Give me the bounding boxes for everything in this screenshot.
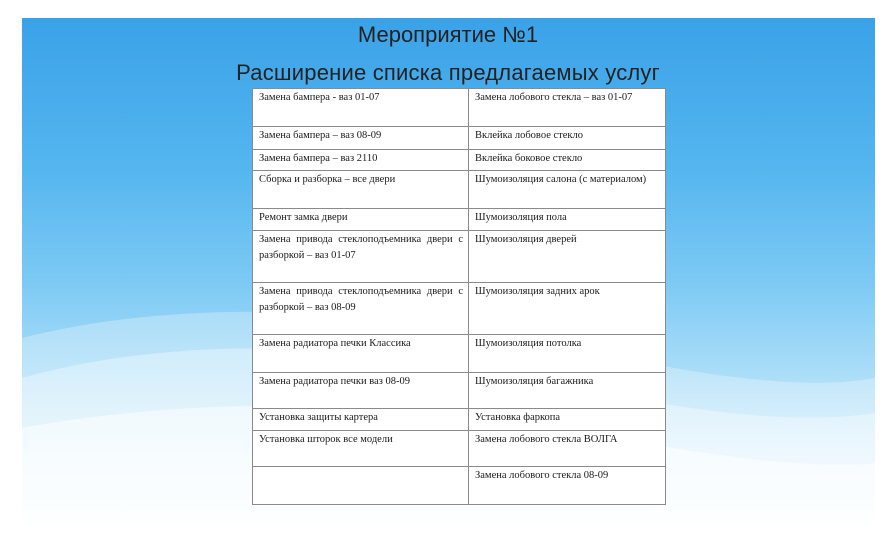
table-row xyxy=(253,127,666,150)
table-row xyxy=(253,171,666,209)
services-table xyxy=(252,88,666,505)
table-cell: Вклейка боковое стекло xyxy=(469,150,666,171)
table-cell: Замена привода стеклоподъемника двери с разборкой – ваз 08-09 xyxy=(253,283,469,335)
table-cell: Шумоизоляция дверей xyxy=(469,231,666,283)
table-cell: Шумоизоляция салона (с материалом) xyxy=(469,171,666,209)
table-cell: Сборка и разборка – все двери xyxy=(253,171,469,209)
table-row xyxy=(253,431,666,467)
services-table-container xyxy=(252,88,665,506)
table-row xyxy=(253,467,666,505)
table-cell: Замена радиатора печки ваз 08-09 xyxy=(253,373,469,409)
table-row xyxy=(253,209,666,231)
table-cell: Замена лобового стекла ВОЛГА xyxy=(469,431,666,467)
table-cell: Замена привода стеклоподъемника двери с разборкой – ваз 01-07 xyxy=(253,231,469,283)
table-row xyxy=(253,89,666,127)
table-row xyxy=(253,335,666,373)
table-cell: Замена радиатора печки Классика xyxy=(253,335,469,373)
table-cell: Вклейка лобовое стекло xyxy=(469,127,666,150)
table-cell: Замена бампера – ваз 2110 xyxy=(253,150,469,171)
table-cell: Шумоизоляция багажника xyxy=(469,373,666,409)
table-cell: Замена бампера – ваз 08-09 xyxy=(253,127,469,150)
table-cell: Установка шторок все модели xyxy=(253,431,469,467)
table-cell: Шумоизоляция потолка xyxy=(469,335,666,373)
table-cell: Установка защиты картера xyxy=(253,409,469,431)
table-cell xyxy=(253,467,469,505)
table-row xyxy=(253,373,666,409)
table-row xyxy=(253,231,666,283)
table-row xyxy=(253,150,666,171)
table-cell: Замена лобового стекла – ваз 01-07 xyxy=(469,89,666,127)
slide-subtitle: Расширение списка предлагаемых услуг xyxy=(236,60,660,85)
table-cell: Шумоизоляция пола xyxy=(469,209,666,231)
table-cell: Ремонт замка двери xyxy=(253,209,469,231)
slide-title: Мероприятие №1 xyxy=(357,22,539,47)
table-cell: Установка фаркопа xyxy=(469,409,666,431)
table-cell: Замена бампера - ваз 01-07 xyxy=(253,89,469,127)
table-cell: Шумоизоляция задних арок xyxy=(469,283,666,335)
table-row xyxy=(253,409,666,431)
table-row xyxy=(253,283,666,335)
table-cell: Замена лобового стекла 08-09 xyxy=(469,467,666,505)
